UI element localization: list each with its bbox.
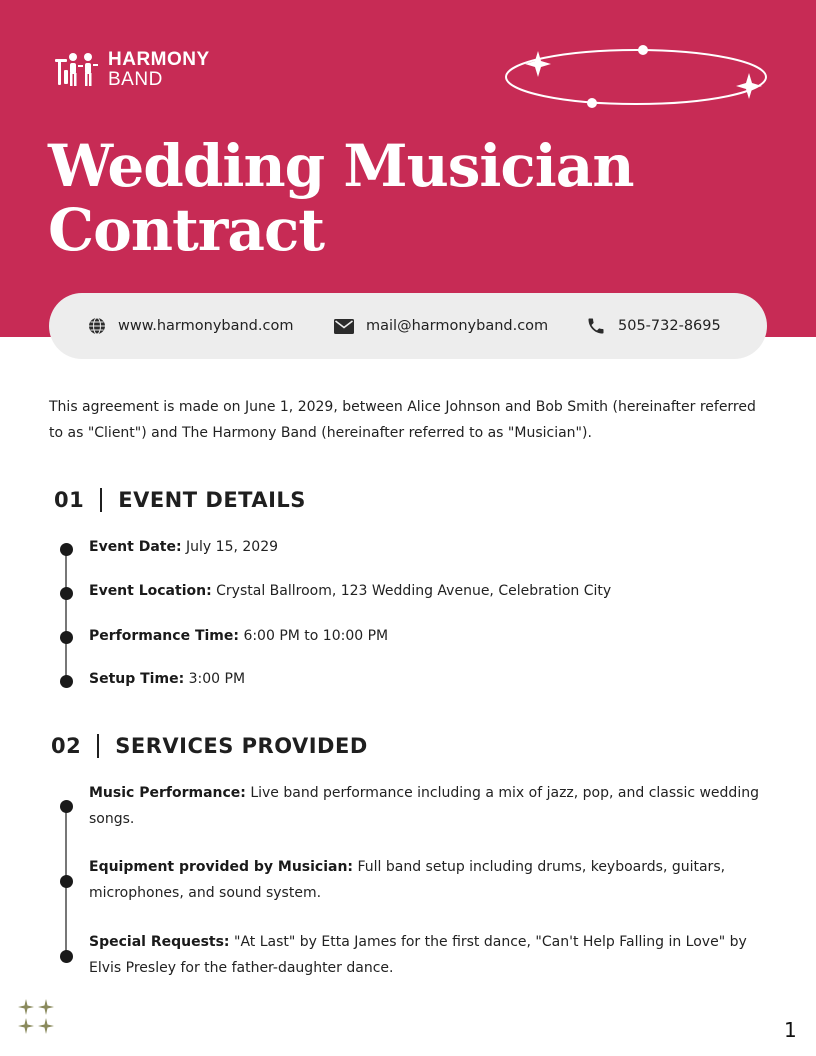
- contact-phone-text: 505-732-8695: [618, 318, 721, 334]
- brand-name-line1: HARMONY: [108, 49, 210, 70]
- timeline-line: [65, 549, 67, 681]
- timeline-dot: [60, 631, 73, 644]
- page-title: [48, 134, 634, 262]
- contact-website[interactable]: [88, 293, 293, 359]
- globe-icon: [88, 317, 106, 335]
- item-label: Event Location:: [89, 583, 212, 599]
- item-value: July 15, 2029: [186, 539, 279, 555]
- section-title: EVENT DETAILS: [118, 488, 306, 512]
- brand-logo: [52, 50, 210, 90]
- title-line-2: Contract: [48, 196, 325, 264]
- special-requests-item: [89, 930, 764, 981]
- timeline-dot: [60, 950, 73, 963]
- contact-bar: [49, 293, 767, 359]
- contact-website-text: www.harmonyband.com: [118, 318, 294, 334]
- section-number: 01: [54, 488, 85, 512]
- sparkles-icon: [17, 998, 57, 1036]
- header-banner: [0, 0, 816, 337]
- timeline-dot: [60, 800, 73, 813]
- item-value: "At Last" by Etta James for the first dance, "Can't Help Falling in Love" by Elvis Presley for the father-daughter dance.: [89, 934, 747, 976]
- timeline-dot: [60, 875, 73, 888]
- setup-time-item: [89, 667, 764, 693]
- section-divider: [100, 488, 102, 512]
- phone-icon: [586, 316, 606, 336]
- section-title: SERVICES PROVIDED: [115, 734, 368, 758]
- mail-icon: [334, 319, 354, 334]
- title-line-1: Wedding Musician: [48, 132, 634, 200]
- intro-paragraph: This agreement is made on June 1, 2029, between Alice Johnson and Bob Smith (hereinafter referred to as "Client") and The Harmony Band (hereinafter referred to as "Musician").: [49, 399, 756, 441]
- item-label: Performance Time:: [89, 628, 239, 644]
- section-number: 02: [51, 734, 82, 758]
- equipment-item: [89, 855, 764, 906]
- timeline-dot: [60, 543, 73, 556]
- performance-time-item: [89, 624, 764, 650]
- item-label: Equipment provided by Musician:: [89, 859, 354, 875]
- item-label: Special Requests:: [89, 934, 230, 950]
- contact-email-text: mail@harmonyband.com: [366, 318, 549, 334]
- event-date-item: [89, 535, 764, 561]
- item-value: 3:00 PM: [188, 671, 246, 687]
- item-label: Setup Time:: [89, 671, 185, 687]
- section-heading-services-provided: [51, 734, 368, 758]
- brand-name: [108, 50, 210, 90]
- event-location-item: [89, 579, 764, 605]
- page-number: 1: [784, 1018, 797, 1042]
- timeline-dot: [60, 587, 73, 600]
- brand-name-line2: BAND: [108, 69, 163, 90]
- contact-phone[interactable]: [586, 293, 721, 359]
- orbit-decoration-icon: [500, 40, 775, 115]
- section-heading-event-details: [54, 488, 306, 512]
- section-divider: [97, 734, 99, 758]
- item-value: Crystal Ballroom, 123 Wedding Avenue, Celebration City: [216, 583, 612, 599]
- item-value: Live band performance including a mix of jazz, pop, and classic wedding songs.: [89, 785, 759, 827]
- band-logo-icon: [52, 50, 102, 90]
- item-label: Music Performance:: [89, 785, 246, 801]
- contact-email[interactable]: [334, 293, 548, 359]
- item-value: Full band setup including drums, keyboards, guitars, microphones, and sound system.: [89, 859, 726, 901]
- item-value: 6:00 PM to 10:00 PM: [243, 628, 389, 644]
- timeline-dot: [60, 675, 73, 688]
- music-performance-item: [89, 781, 764, 832]
- item-label: Event Date:: [89, 539, 182, 555]
